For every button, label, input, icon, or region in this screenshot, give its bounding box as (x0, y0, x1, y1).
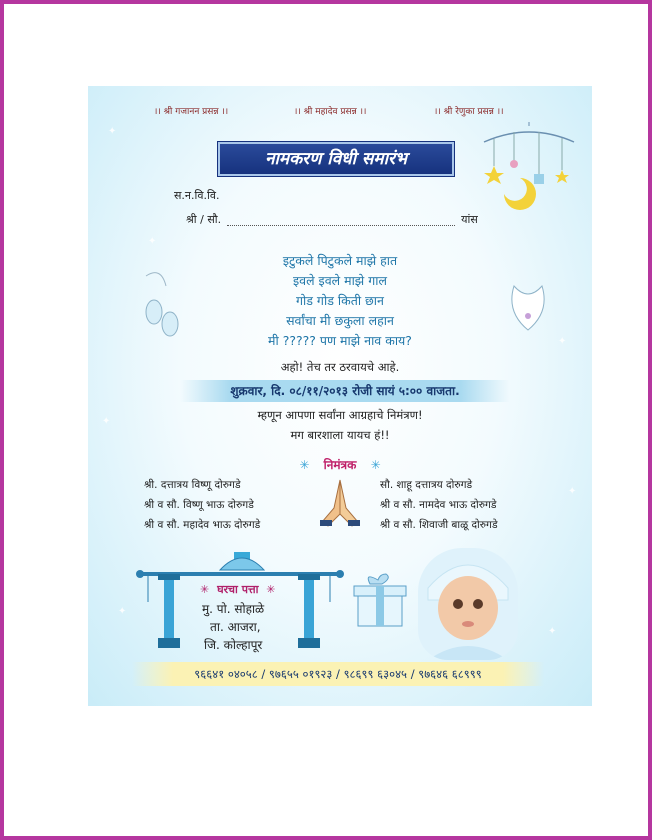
poem-line-2: इवले इवले माझे गाल (293, 273, 387, 288)
addressee-suffix: यांस (461, 213, 478, 226)
inviter-right-2: श्री व सौ. नामदेव भाऊ दोरुगडे (380, 499, 497, 511)
inviter-left-2: श्री व सौ. विष्णू भाऊ दोरुगडे (144, 499, 254, 511)
inviter-right-3: श्री व सौ. शिवाजी बाळू दोरुगडे (380, 519, 498, 531)
decision-line: अहो! तेच तर ठरवायचे आहे. (280, 360, 400, 374)
baby-mobile-icon (474, 122, 584, 222)
page-title: नामकरण विधी समारंभ (218, 142, 454, 176)
invitation-line-1: म्हणून आपणा सर्वांना आग्रहाचे निमंत्रण! (257, 408, 423, 422)
poem-line-1: इटुकले पिटुकले माझे हात (282, 253, 398, 268)
gift-box-icon (348, 570, 412, 628)
sparkle-icon: ✦ (102, 416, 111, 427)
salutation: स.न.वि.वि. (174, 189, 220, 202)
blessing-mahadev: ।। श्री महादेव प्रसन्न ।। (294, 107, 367, 117)
sparkle-icon: ✦ (558, 336, 567, 347)
inviter-left-3: श्री व सौ. महादेव भाऊ दोरुगडे (144, 519, 261, 531)
addressee-prefix: श्री / सौ. (186, 213, 222, 226)
phone-numbers: ९६६४१ ०४०५८ / ९७६५५ ०१९२३ / ९८६९९ ६३०४५ / ९७६४६ ६८९९९ (132, 662, 544, 686)
home-address-line-2: ता. आजरा, (210, 620, 261, 634)
poem-line-4: सर्वांचा मी छकुला लहान (286, 313, 394, 328)
home-address-heading (200, 582, 276, 597)
home-address-label: घरचा पत्ता (217, 583, 259, 596)
star-icon: ✳ (266, 583, 276, 596)
folded-hands-icon (318, 478, 362, 528)
star-icon: ✳ (370, 458, 381, 472)
star-icon: ✳ (200, 583, 210, 596)
inviter-left-1: श्री. दत्तात्रय विष्णू दोरुगडे (144, 479, 241, 491)
sparkle-icon: ✦ (568, 486, 577, 497)
invitation-line-2: मग बारशाला यायच हं!! (290, 428, 390, 442)
poem-line-3: गोड गोड किती छान (296, 293, 384, 308)
addressee-line (186, 212, 478, 227)
home-address-line-3: जि. कोल्हापूर (204, 638, 263, 652)
home-address-line-1: मु. पो. सोहाळे (202, 602, 265, 616)
addressee-blank (227, 215, 455, 226)
star-icon: ✳ (299, 458, 310, 472)
baby-photo (418, 548, 518, 660)
date-line: शुक्रवार, दि. ०८/११/२०१३ रोजी सायं ५:०० वाजता. (180, 380, 510, 402)
sparkle-icon: ✦ (108, 126, 117, 137)
sparkle-icon: ✦ (118, 606, 127, 617)
inviter-heading (88, 456, 592, 473)
sparkle-icon: ✦ (548, 626, 557, 637)
sparkle-icon: ✦ (148, 236, 157, 247)
blessing-gajanan: ।। श्री गजानन प्रसन्न ।। (154, 107, 229, 117)
blessing-renuka: ।। श्री रेणुका प्रसन्न ।। (434, 107, 504, 117)
inviter-heading-label: निमंत्रक (323, 458, 357, 472)
inviter-right-1: सौ. शाहू दत्तात्रय दोरुगडे (380, 479, 473, 491)
invitation-card (88, 86, 592, 706)
poem-line-5: मी ????? पण माझे नाव काय? (268, 333, 412, 348)
